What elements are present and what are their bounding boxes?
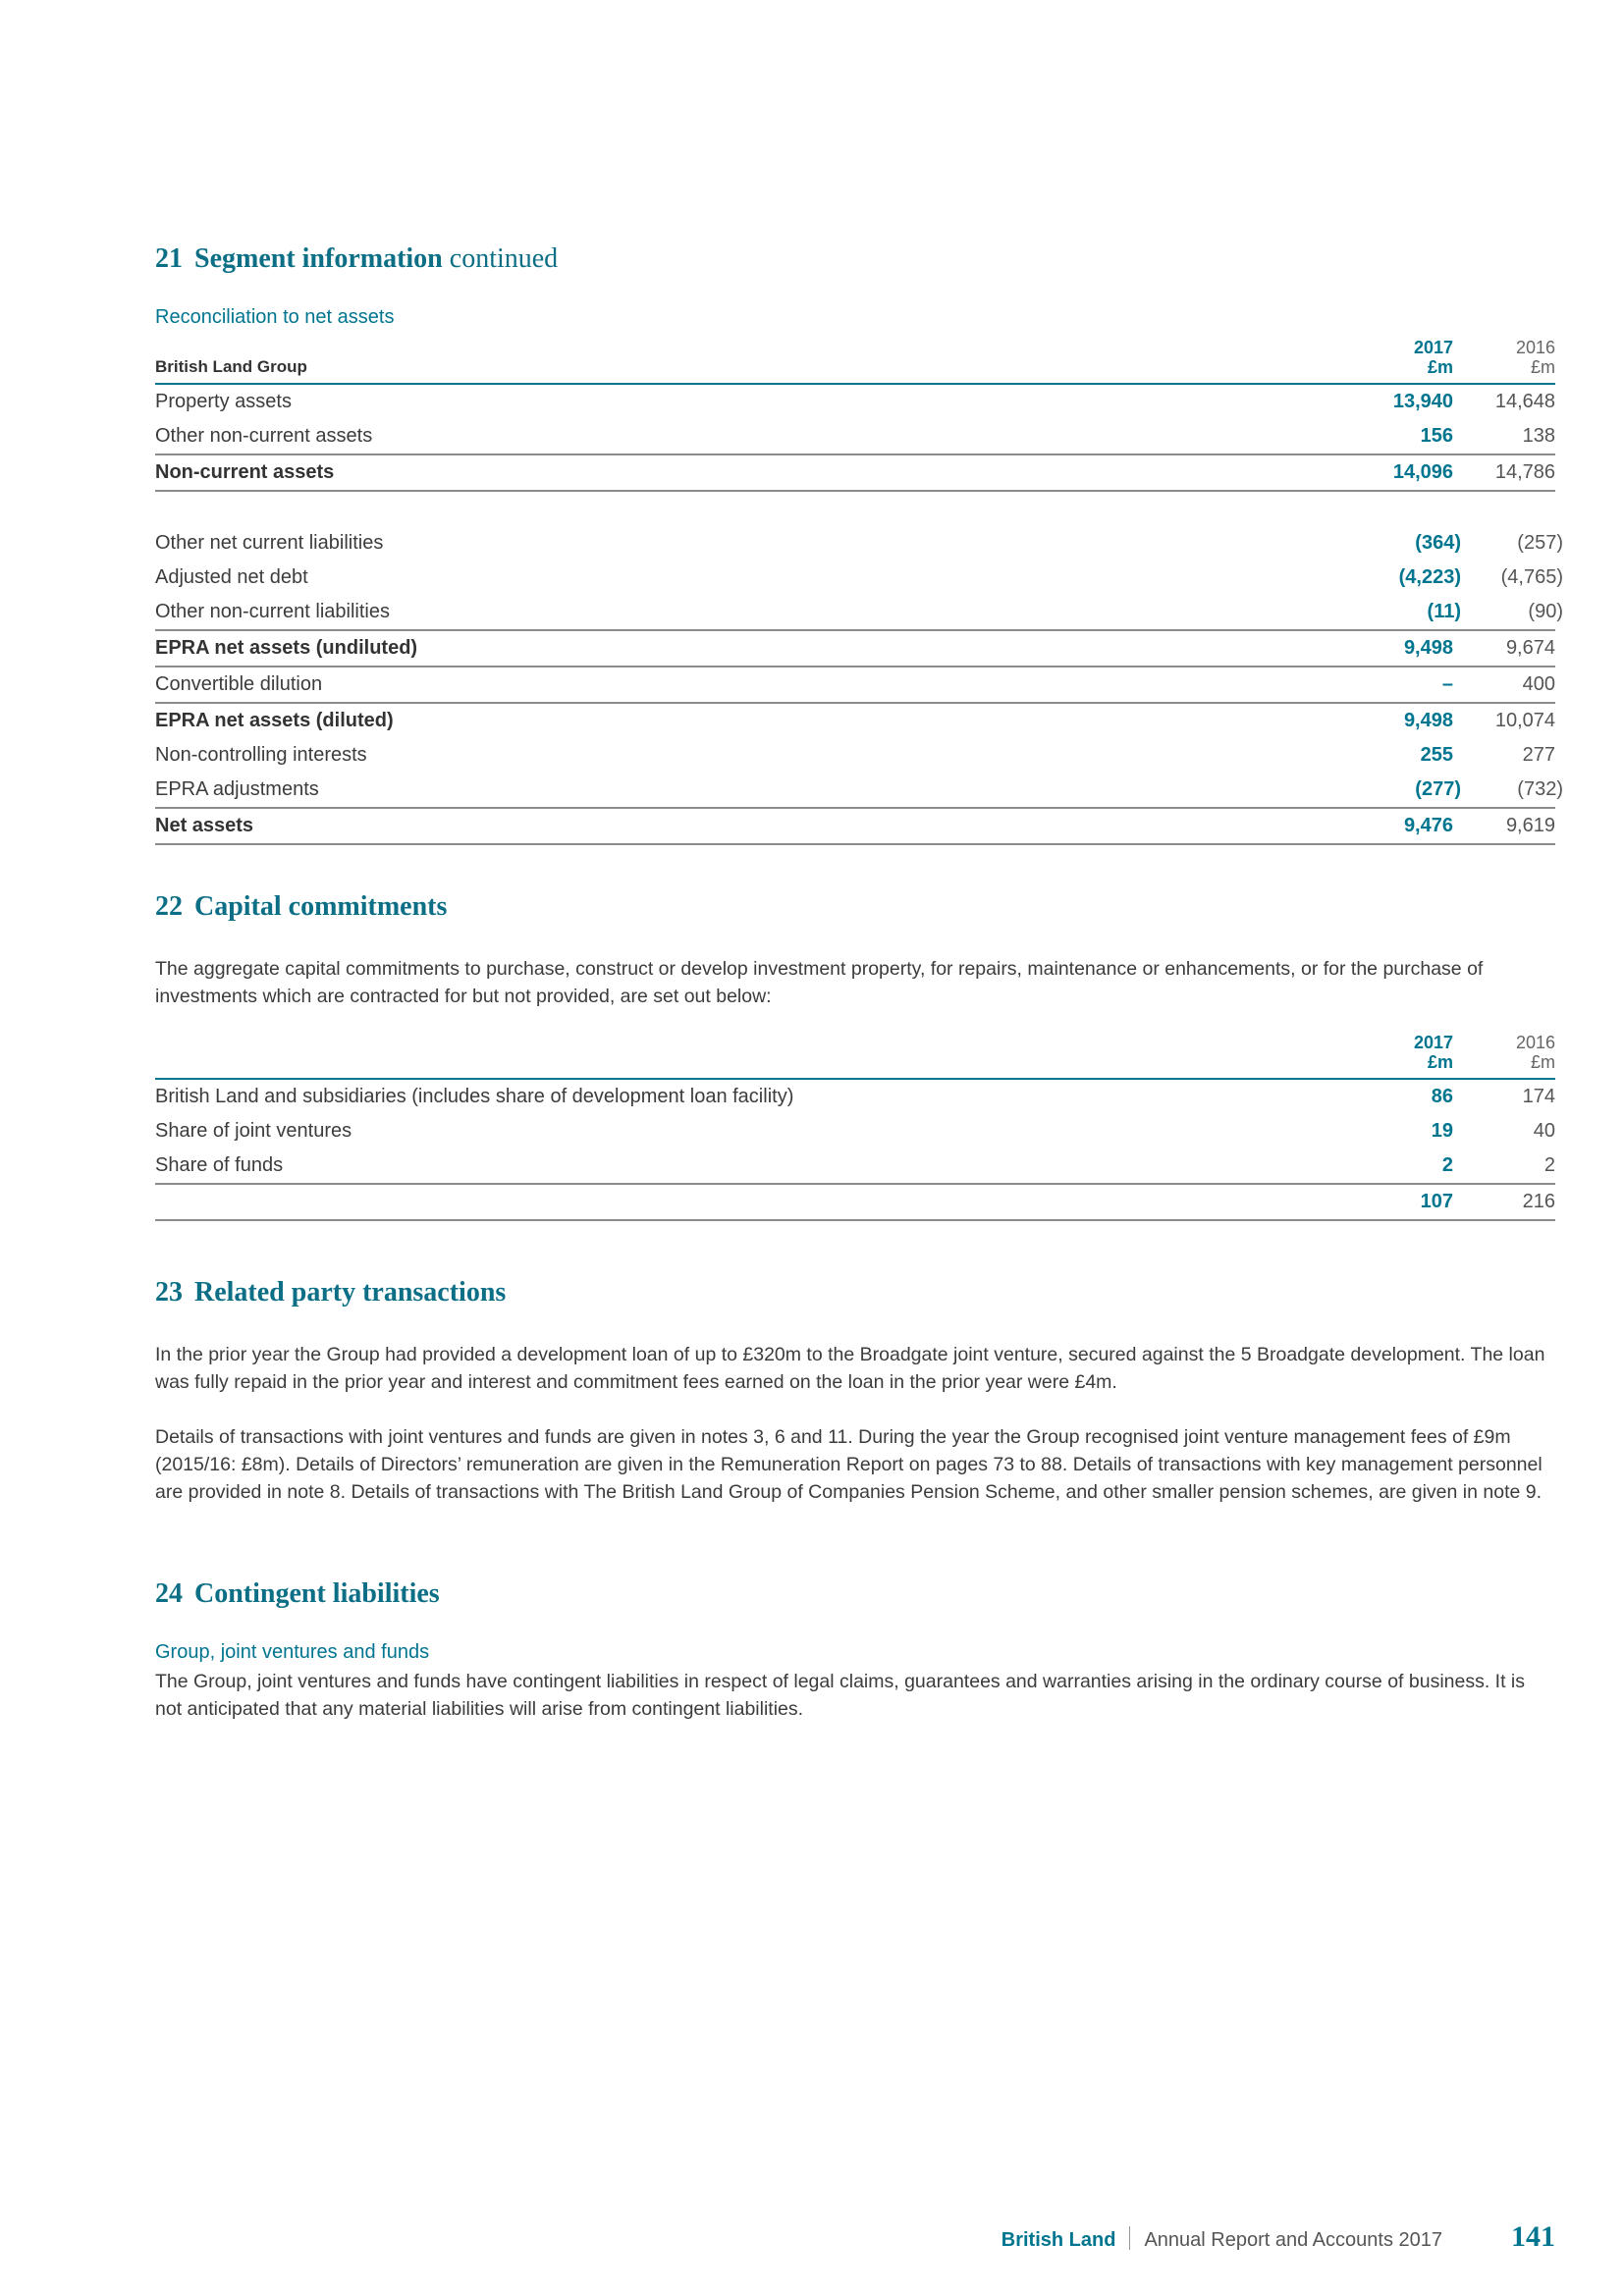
continued-label: continued xyxy=(449,243,559,274)
table-row: Share of joint ventures 19 40 xyxy=(155,1120,1555,1142)
table-row-subtotal: Non-current assets 14,096 14,786 xyxy=(155,454,1555,491)
column-header-2017: 2017 £m xyxy=(1345,338,1459,384)
section-24-paragraph: The Group, joint ventures and funds have contingent liabilities in respect of legal claims, guarantees and warranties arising in the ordinary course of business. It is not anticipated that any material liabilities will arise from contingent liabilities. xyxy=(155,1671,1526,1720)
table-row-subtotal: EPRA net assets (diluted) 9,498 10,074 xyxy=(155,703,1555,738)
section-23-paragraph-2: Details of transactions with joint ventures and funds are given in notes 3, 6 and 11. During the year the Group recognised joint venture management fees of £9m (2015/16: £8m). Details of Directors’ remuneration are given in the Remuneration Report on pages 73 to 88. Details of transactions with key management personnel are provided in note 8. Details of transactions with The British Land Group of Companies Pension Scheme, and other smaller pension schemes, are given in note 9. xyxy=(155,1426,1543,1503)
table-row-total: 107 216 xyxy=(155,1184,1555,1220)
table-row: Property assets 13,940 14,648 xyxy=(155,391,1555,412)
section-22-title xyxy=(155,891,447,923)
table-row: British Land and subsidiaries (includes share of development loan facility) 86 174 xyxy=(155,1086,1555,1107)
footer-report-title: Annual Report and Accounts 2017 xyxy=(1144,2229,1442,2251)
page-number: 141 xyxy=(1511,2220,1555,2253)
table-row-subtotal: EPRA net assets (undiluted) 9,498 9,674 xyxy=(155,630,1555,667)
section-number: 24 xyxy=(155,1578,183,1609)
net-assets-table xyxy=(155,338,1563,845)
table-row: Share of funds 2 2 xyxy=(155,1154,1555,1176)
table-row: Non-controlling interests 255 277 xyxy=(155,744,1555,766)
table-row: Convertible dilution – 400 xyxy=(155,673,1555,695)
table-row: Other net current liabilities (364) (257) xyxy=(155,532,1563,554)
table-row: EPRA adjustments (277) (732) xyxy=(155,778,1563,800)
section-23-title xyxy=(155,1277,506,1308)
section-number: 22 xyxy=(155,891,183,922)
table-row: Other non-current liabilities (11) (90) xyxy=(155,601,1563,622)
section-title: Contingent liabilities xyxy=(194,1578,440,1609)
column-header-2016: 2016 £m xyxy=(1459,338,1555,384)
footer-divider xyxy=(1129,2226,1130,2250)
capital-commitments-table xyxy=(155,1033,1555,1221)
section-21-subheading: Reconciliation to net assets xyxy=(155,306,395,328)
section-24-title xyxy=(155,1578,440,1610)
table-row-total: Net assets 9,476 9,619 xyxy=(155,808,1555,844)
column-header-2017: 2017 £m xyxy=(1345,1033,1459,1079)
section-title: Segment information xyxy=(194,243,443,274)
table-header-row xyxy=(155,1033,1555,1079)
table-spacer xyxy=(155,491,1555,526)
table-row: Other non-current assets 156 138 xyxy=(155,425,1555,447)
section-21-title xyxy=(155,243,558,275)
section-title: Related party transactions xyxy=(194,1277,507,1308)
column-header-2016: 2016 £m xyxy=(1459,1033,1555,1079)
section-number: 23 xyxy=(155,1277,183,1308)
footer-brand: British Land xyxy=(1001,2229,1116,2251)
table-row: Adjusted net debt (4,223) (4,765) xyxy=(155,566,1563,588)
page-footer xyxy=(1001,2220,1555,2254)
section-title: Capital commitments xyxy=(194,891,448,922)
section-23-paragraph-1: In the prior year the Group had provided a development loan of up to £320m to the Broadgate joint venture, secured against the 5 Broadgate development. The loan was fully repaid in the prior year and interest and commitment fees earned on the loan in the prior year were £4m. xyxy=(155,1344,1545,1393)
section-24-subheading: Group, joint ventures and funds xyxy=(155,1641,430,1663)
table-header-label: British Land Group xyxy=(155,338,1345,384)
table-header-row xyxy=(155,338,1555,384)
section-number: 21 xyxy=(155,243,183,274)
section-22-paragraph: The aggregate capital commitments to purchase, construct or develop investment property, for repairs, maintenance or enhancements, or for the purchase of investments which are contracted for but not provided, are set out below: xyxy=(155,958,1484,1007)
